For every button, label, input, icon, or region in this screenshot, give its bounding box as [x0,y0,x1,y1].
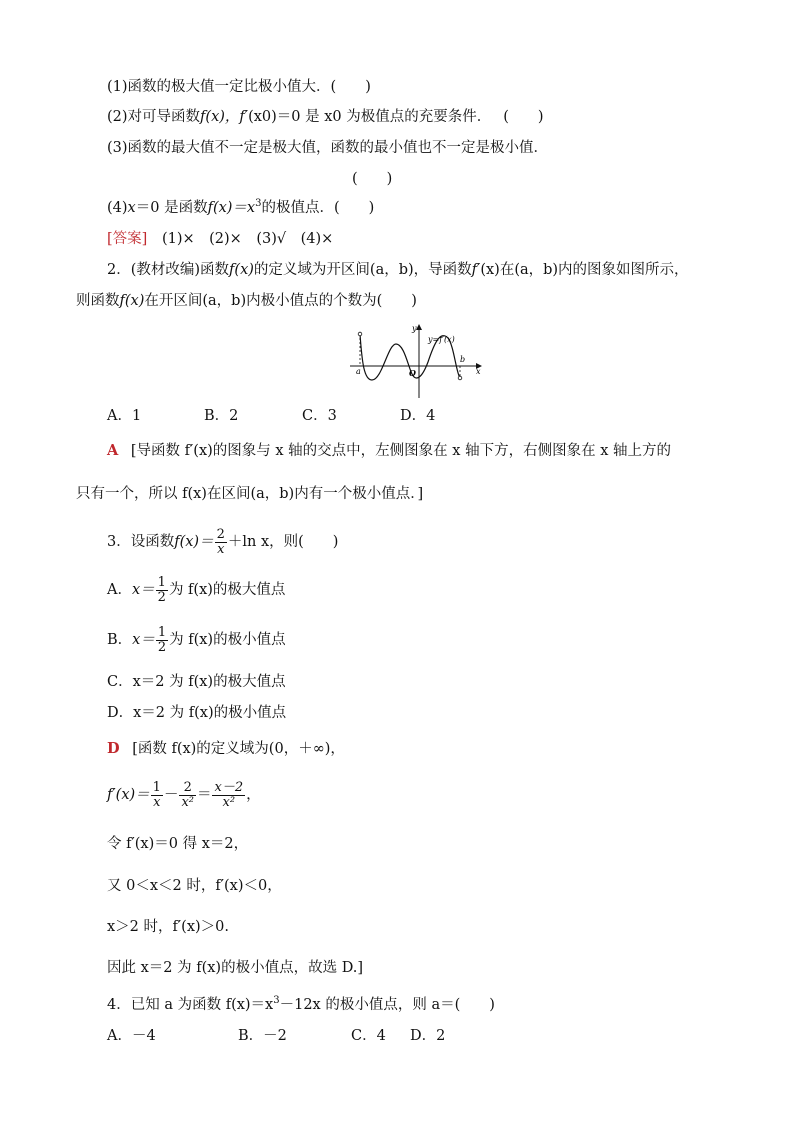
q1-s2-answer-blank: ( ) [503,109,544,125]
q2-line1-fx: f(x) [229,262,254,278]
q3-option-a [107,572,285,608]
q3-explanation-line-3: 令 f′(x)＝0 得 x＝2， [107,836,249,852]
q3-opt-a-prefix: A． [107,582,132,598]
q2-stem-line-2 [76,291,417,311]
q3-explanation-line-5: x＞2 时，f′(x)＞0. [107,919,229,935]
b-label: b [460,355,466,364]
q4-exponent: 3 [273,995,280,1007]
q4-option-d: D．2 [410,1028,446,1044]
q2-line1-a: 2．(教材改编)函数 [107,262,230,278]
function-label: y=f′(x) [428,335,455,344]
q2-stem-line-1 [107,260,689,280]
q2-line2-fx: f(x) [119,293,145,309]
endpoint-a [358,332,362,336]
q3-frac-3 [212,781,245,810]
q1-answer [107,229,333,249]
q4-stem-b: －12x 的极小值点，则 a＝( ) [279,997,495,1013]
x-label: x [476,367,481,376]
q3-line2-end: ， [246,787,261,803]
q1-s2-condition: (x0)＝0 是 x0 为极值点的充要条件． [248,109,492,125]
q2-option-c: C．3 [302,408,337,424]
q3-stem-b: ＋ln x，则( ) [227,534,339,550]
q1-statement-4 [107,198,374,218]
q3-stem-a: 3．设函数 [107,534,175,550]
q3-explanation-line-4: 又 0＜x＜2 时，f′(x)＜0， [107,878,282,894]
q4-stem [107,995,495,1015]
q3-frac-den: x [217,541,225,557]
q3-opt-a-text: 为 f(x)的极大值点 [168,582,286,598]
q2-options [107,406,435,426]
y-axis-arrow [416,324,422,330]
q3-explanation-line-1 [107,739,345,759]
q3-opt-a-x: x＝ [131,582,155,598]
q3-opt-b-x: x＝ [132,632,155,648]
q3-frac-1 [151,781,163,810]
q1-answer-label: [答案] [107,231,148,247]
q1-s2-fx: f(x)， [200,109,240,125]
q3-stem-fx: f(x)＝ [174,534,214,550]
q3-opt-b-num: 1 [157,624,167,640]
q2-option-a: A．1 [107,408,142,424]
endpoint-b [458,376,462,380]
q2-explanation-line-2: 只有一个，所以 f(x)在区间(a，b)内有一个极小值点．] [76,486,424,502]
q2-explanation-line-1 [107,441,671,461]
derivative-graph [348,322,488,400]
q3-option-d: D．x＝2 为 f(x)的极小值点 [107,705,287,721]
q4-option-a: A．－4 [107,1028,156,1044]
q3-stem [107,524,338,560]
q1-s2-prefix: (2)对可导函数 [107,109,201,125]
q3-equals: ＝ [196,787,212,803]
q3-explanation-line-2 [107,777,261,813]
q4-option-b: B．－2 [238,1028,287,1044]
q2-line2-a: 则函数 [76,293,120,309]
q4-options [107,1026,445,1046]
q3-frac-2 [179,781,196,810]
q3-derivative-lhs: f′(x)＝ [107,787,150,803]
q3-explanation-line-6: 因此 x＝2 为 f(x)的极小值点，故选 D.] [107,960,364,976]
q1-statement-2 [107,107,544,127]
q1-s2-fprime: f′ [239,109,249,125]
q4-stem-a: 4．已知 a 为函数 f(x)＝x [107,997,274,1013]
q2-line1-c: 的定义域为开区间(a，b)，导函数 [253,262,472,278]
q2-explanation-text-1: [导函数 f′(x)的图象与 x 轴的交点中，左侧图象在 x 轴下方，右侧图象在 x 轴上方的 [130,443,671,459]
q2-answer-letter: A [107,442,119,459]
q1-statement-3: (3)函数的最大值不一定是极大值，函数的最小值也不一定是极小值． [107,140,549,156]
a-label: a [356,367,361,376]
q2-option-d: D．4 [400,408,436,424]
q1-s4-exponent: 3 [255,198,262,210]
q3-frac-3-num: x－2 [214,779,244,795]
q3-frac-1-den: x [153,794,161,810]
q3-opt-a-num: 1 [157,574,166,590]
q3-option-c: C．x＝2 为 f(x)的极大值点 [107,674,286,690]
q3-frac-1-num: 1 [152,779,161,795]
q3-opt-a-fraction [156,576,168,605]
y-label: y [412,324,417,333]
q1-s4-x: x [127,200,136,216]
q3-frac-2-num: 2 [179,781,196,796]
q2-option-b: B．2 [204,408,239,424]
q3-explanation-text-1: [函数 f(x)的定义域为(0，＋∞)， [132,741,345,757]
q1-s3-answer-blank: ( ) [352,171,393,187]
origin-label: O [409,368,416,378]
q2-line1-e: (x)在(a，b)内的图象如图所示， [480,262,689,278]
q3-opt-a-den: 2 [157,589,166,605]
q1-s4-middle: ＝0 是函数 [135,200,208,216]
q1-s4-end: 的极值点．( ) [261,200,375,216]
q3-opt-b-text: 为 f(x)的极小值点 [169,632,286,648]
q3-opt-b-prefix: B． [107,632,133,648]
q3-opt-b-fraction [156,626,168,655]
q3-opt-b-den: 2 [157,639,167,655]
q1-answer-text: (1)× (2)× (3)√ (4)× [161,231,334,247]
q3-frac-2-den: x² [181,794,194,810]
q3-stem-fraction [215,528,227,557]
q3-option-b [107,622,286,658]
q4-option-c: C．4 [351,1028,386,1044]
q2-line2-c: 在开区间(a，b)内极小值点的个数为( ) [144,293,417,309]
q1-s4-prefix: (4) [107,200,128,216]
q1-s4-function: f(x)＝x [207,200,256,216]
q3-frac-3-den: x² [222,794,236,810]
q1-statement-1: (1)函数的极大值一定比极小值大．( ) [107,79,371,95]
q2-line1-fprime: f′ [471,262,481,278]
q3-minus: － [163,787,179,803]
q3-answer-letter: D [107,740,120,757]
q3-frac-num: 2 [216,526,225,542]
